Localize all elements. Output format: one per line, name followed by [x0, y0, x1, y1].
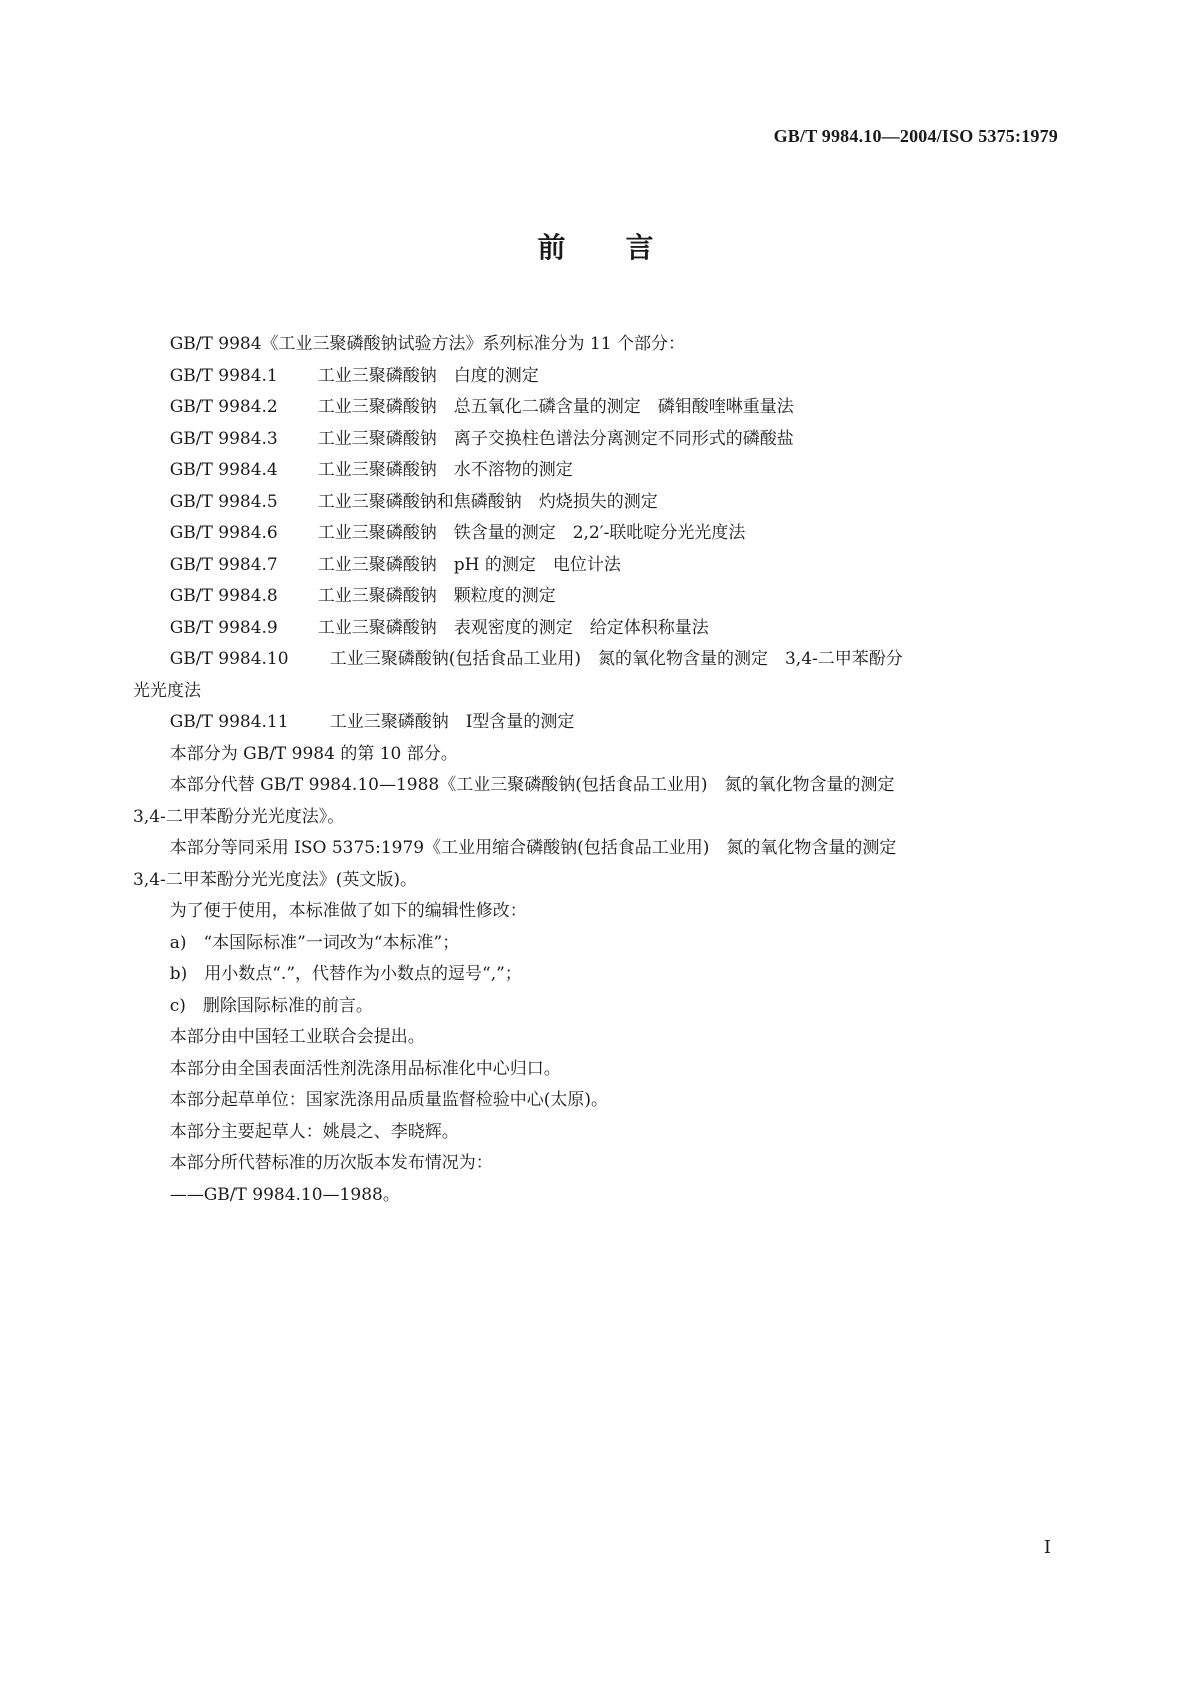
part-code: GB/T 9984.8	[169, 586, 278, 606]
part-item-4	[133, 455, 1058, 487]
part-title: 工业三聚磷酸钠 总五氧化二磷含量的测定 磷钼酸喹啉重量法	[317, 397, 794, 417]
paragraph-part-number: 本部分为 GB/T 9984 的第 10 部分。	[169, 743, 458, 764]
standard-code-header: GB/T 9984.10—2004/ISO 5375:1979	[773, 126, 1058, 146]
part-item-9	[133, 613, 1058, 645]
edit-item-c: c) 删除国际标准的前言。	[169, 995, 373, 1016]
part-title: 工业三聚磷酸钠和焦磷酸钠 灼烧损失的测定	[317, 491, 658, 512]
edit-item-b: b) 用小数点“.”，代替作为小数点的逗号“,”；	[169, 964, 522, 984]
part-item-1	[133, 361, 1058, 393]
paragraph-adopts-line1: 本部分等同采用 ISO 5375:1979《工业用缩合磷酸钠(包括食品工业用) 氮的氧化物含量的测定	[169, 838, 897, 858]
intro-paragraph: GB/T 9984《工业三聚磷酸钠试验方法》系列标准分为 11 个部分：	[169, 334, 685, 354]
part-item-7	[133, 550, 1058, 582]
part-code: GB/T 9984.4	[169, 460, 278, 480]
page-number: Ⅰ	[1043, 1537, 1051, 1557]
paragraph-replaces-line2: 3,4-二甲苯酚分光光度法》。	[133, 806, 345, 827]
part-item-3	[133, 424, 1058, 456]
part-code: GB/T 9984.9	[169, 617, 278, 638]
part-title: 工业三聚磷酸钠(包括食品工业用) 氮的氧化物含量的测定 3,4-二甲苯酚分	[329, 649, 903, 669]
part-code: GB/T 9984.10	[169, 649, 289, 669]
paragraph-adopts-line2: 3,4-二甲苯酚分光光度法》(英文版)。	[133, 869, 418, 890]
edit-item-a: a) “本国际标准”一词改为“本标准”；	[169, 932, 460, 953]
part-title: 工业三聚磷酸钠 离子交换柱色谱法分离测定不同形式的磷酸盐	[317, 428, 794, 449]
part-title: 工业三聚磷酸钠 颗粒度的测定	[317, 586, 556, 606]
part-title: 工业三聚磷酸钠 白度的测定	[317, 365, 539, 386]
part-code: GB/T 9984.3	[169, 428, 278, 449]
part-code: GB/T 9984.1	[169, 365, 278, 386]
paragraph-history-intro: 本部分所代替标准的历次版本发布情况为：	[169, 1153, 493, 1173]
part-code: GB/T 9984.6	[169, 523, 278, 543]
part-item-6	[133, 518, 1058, 550]
part-item-2	[133, 392, 1058, 424]
document-body	[133, 329, 1058, 1211]
paragraph-history-item: ——GB/T 9984.10—1988。	[169, 1184, 400, 1205]
part-title-continuation: 光光度法	[133, 680, 201, 701]
part-title: 工业三聚磷酸钠 Ⅰ型含量的测定	[329, 712, 575, 732]
paragraph-centralized-by: 本部分由全国表面活性剂洗涤用品标准化中心归口。	[169, 1058, 561, 1079]
part-code: GB/T 9984.7	[169, 554, 278, 575]
page-title: 前言	[537, 231, 714, 264]
part-item-5	[133, 487, 1058, 519]
paragraph-replaces-line1: 本部分代替 GB/T 9984.10—1988《工业三聚磷酸钠(包括食品工业用) 氮的氧化物含量的测定	[169, 775, 895, 795]
paragraph-proposed-by: 本部分由中国轻工业联合会提出。	[169, 1027, 425, 1047]
part-title: 工业三聚磷酸钠 水不溶物的测定	[317, 460, 573, 480]
part-item-8	[133, 581, 1058, 613]
part-title: 工业三聚磷酸钠 表观密度的测定 给定体积称量法	[317, 617, 709, 638]
paragraph-drafters: 本部分主要起草人：姚晨之、李晓辉。	[169, 1121, 459, 1142]
part-code: GB/T 9984.2	[169, 397, 278, 417]
paragraph-edits-intro: 为了便于使用，本标准做了如下的编辑性修改：	[169, 901, 527, 921]
part-item-11	[133, 707, 1058, 739]
part-code: GB/T 9984.5	[169, 491, 278, 512]
part-code: GB/T 9984.11	[169, 712, 289, 732]
part-item-10	[133, 644, 1058, 676]
part-title: 工业三聚磷酸钠 铁含量的测定 2,2′-联吡啶分光光度法	[317, 523, 746, 543]
paragraph-drafting-unit: 本部分起草单位：国家洗涤用品质量监督检验中心(太原)。	[169, 1090, 608, 1110]
part-title: 工业三聚磷酸钠 pH 的测定 电位计法	[317, 554, 621, 575]
